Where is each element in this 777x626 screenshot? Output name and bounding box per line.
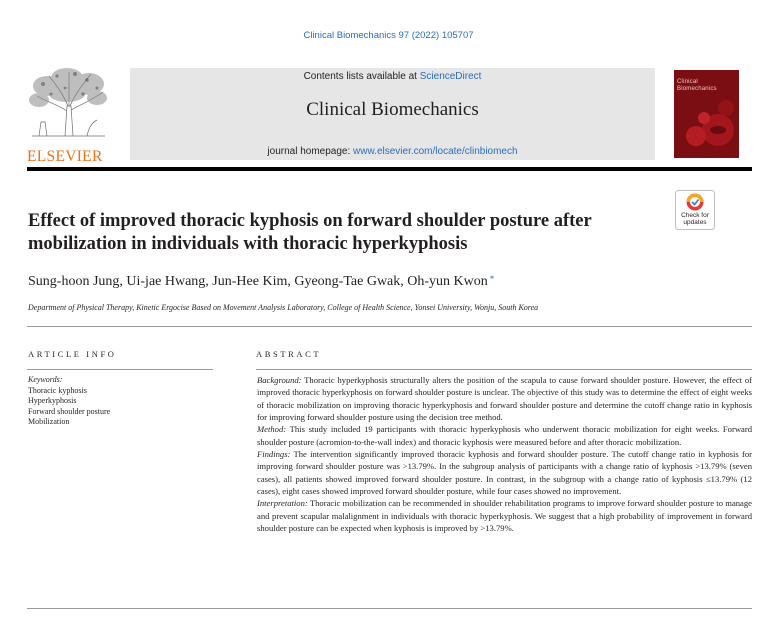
check-for-updates-badge[interactable] — [675, 190, 715, 230]
journal-citation-link[interactable]: Clinical Biomechanics 97 (2022) 105707 — [303, 30, 474, 41]
elsevier-logo[interactable] — [27, 66, 109, 165]
abstract-body — [257, 374, 752, 534]
article-title: Effect of improved thoracic kyphosis on forward shoulder posture after mobilization in individuals with thoracic hyperkyphosis — [28, 211, 592, 254]
abstract-label: Method: — [257, 424, 287, 435]
elsevier-wordmark: ELSEVIER — [27, 148, 103, 165]
keyword-item: Forward shoulder posture — [28, 406, 111, 416]
abstract-label: Background: — [257, 375, 302, 385]
header-rule — [27, 167, 752, 171]
abstract-paragraph-background — [257, 374, 752, 423]
keyword-item: Thoracic kyphosis — [28, 385, 87, 395]
crossmark-label-line1: Check for — [681, 212, 709, 219]
cover-title-line1: Clinical — [677, 79, 698, 85]
abstract-text: This study included 19 participants with thoracic hyperkyphosis who underwent thoracic mobilization for eight weeks. Forward shoulder posture (acromion-to-the-wall index) and thoracic kyphosis were measured before and after thoracic mobilization. — [257, 424, 752, 447]
article-info-heading: ARTICLE INFO — [28, 349, 117, 359]
keywords-block — [28, 375, 110, 428]
abstract-text: The intervention significantly improved thoracic kyphosis and forward shoulder posture. The cutoff change ratio in kyphosis for improving forward shoulder posture was >13.79%. In the subgroup analysis of participants with a change ratio of kyphosis >13.79% (seven cases), all patients showed improved forward shoulder posture. In contrast, in the subgroup with a change ratio of kyphosis ≤13.79% (12 cases), eight cases showed improved forward shoulder posture, while four cases showed no improvement. — [257, 449, 752, 497]
abstract-paragraph-method — [257, 423, 752, 448]
abstract-text: Thoracic hyperkyphosis structurally alters the position of the scapula to cause forward shoulder posture. However, the effect of improved thoracic hyperkyphosis on forward shoulder posture is unclear. The objective of this study was to determine the effect of eight weeks of thoracic mobilization on improving thoracic hyperkyphosis and forward shoulder posture and determine the cutoff change ratio in kyphosis for improving forward shoulder posture using the decision tree method. — [257, 375, 752, 423]
abstract-label: Findings: — [257, 449, 291, 460]
crossmark-label — [675, 213, 715, 226]
abstract-heading: ABSTRACT — [256, 349, 322, 359]
keyword-item: Mobilization — [28, 417, 70, 427]
journal-header-box — [130, 68, 655, 160]
abstract-rule — [256, 369, 752, 370]
journal-homepage-link[interactable]: www.elsevier.com/locate/clinbiomech — [353, 146, 518, 157]
cover-title-line2: Biomechanics — [677, 85, 717, 92]
author-list — [28, 274, 494, 290]
journal-homepage-line — [130, 146, 655, 157]
corresponding-author-link[interactable]: * — [489, 274, 495, 284]
crossmark-label-line2: updates — [683, 218, 707, 226]
contents-availability-line — [130, 71, 655, 82]
keywords-label: Keywords: — [28, 375, 63, 384]
elsevier-tree-icon — [27, 66, 109, 140]
homepage-prefix: journal homepage: — [267, 146, 354, 157]
article-info-rule — [27, 369, 213, 370]
author-affiliation: Department of Physical Therapy, Kinetic Ergocise Based on Movement Analysis Laboratory, College of Health Science, Yonsei University, Wonju, South Korea — [28, 303, 539, 312]
author-names: Sung-hoon Jung, Ui-jae Hwang, Jun-Hee Kim, Gyeong-Tae Gwak, Oh-yun Kwon — [28, 274, 488, 289]
sciencedirect-link[interactable]: ScienceDirect — [419, 71, 482, 82]
journal-cover-thumbnail[interactable] — [674, 70, 739, 158]
abstract-paragraph-interpretation — [257, 497, 752, 534]
abstract-paragraph-findings — [257, 448, 752, 497]
abstract-bottom-rule — [27, 608, 752, 609]
abstract-label: Interpretation: — [257, 498, 308, 509]
abstract-text: Thoracic mobilization can be recommended in shoulder rehabilitation programs to improve forward shoulder posture to manage and prevent scapular malalignment in individuals with thoracic hyperkyphosis. We suggest that a high probability of improvement in forward shoulder posture can be expected when kyphosis is improved by >13.79%. — [257, 498, 752, 534]
affiliation-rule — [27, 326, 752, 327]
journal-title: Clinical Biomechanics — [306, 99, 479, 120]
contents-prefix: Contents lists available at — [303, 71, 420, 82]
cover-title — [677, 79, 739, 92]
keyword-item: Hyperkyphosis — [28, 396, 77, 406]
